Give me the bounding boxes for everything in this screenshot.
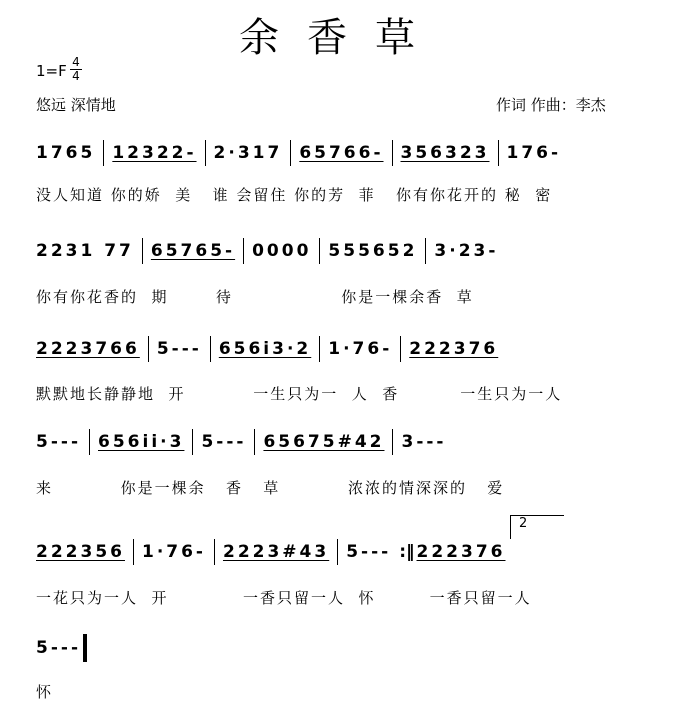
note-group: 2223#43 xyxy=(222,542,330,562)
barline xyxy=(392,429,393,455)
barline xyxy=(425,238,426,264)
note-group: 176- xyxy=(506,143,562,163)
barline xyxy=(392,140,393,166)
barline xyxy=(148,336,149,362)
final-barline xyxy=(83,634,87,662)
time-signature-top: 4 xyxy=(72,55,80,69)
notation-line-2 xyxy=(36,236,660,266)
barline xyxy=(254,429,255,455)
barline xyxy=(192,429,193,455)
lyric-line-2: 你有你花香的 期 待 你是一棵余香 草 xyxy=(36,288,474,306)
barline xyxy=(319,336,320,362)
barline xyxy=(243,238,244,264)
note-group: 656ii·3 xyxy=(98,432,185,452)
lyric-line-1: 没人知道 你的娇 美 谁 会留住 你的芳 菲 你有你花开的 秘 密 xyxy=(36,186,553,204)
note-group: 356323 xyxy=(400,143,490,163)
expression-marking: 悠远 深情地 xyxy=(36,96,116,114)
note-group: 2231 77 xyxy=(36,241,134,261)
note-group: 5--- xyxy=(156,339,202,359)
barline xyxy=(142,238,143,264)
time-signature xyxy=(70,56,82,83)
barline xyxy=(337,539,338,565)
note-group: 5--- xyxy=(201,432,247,452)
note-group: 2·317 xyxy=(213,143,283,163)
barline xyxy=(89,429,90,455)
note-row xyxy=(36,138,660,168)
note-group: 555652 xyxy=(328,241,418,261)
notation-line-4 xyxy=(36,427,660,457)
volta-bracket: 2 xyxy=(510,515,564,539)
note-row xyxy=(36,633,660,663)
repeat-barline: :‖ xyxy=(399,542,415,562)
note-group: 65766- xyxy=(299,143,384,163)
note-group: 5--- xyxy=(36,432,81,452)
note-group: 65765- xyxy=(150,241,236,261)
barline xyxy=(214,539,215,565)
note-group: 1765 xyxy=(36,143,96,163)
barline xyxy=(498,140,499,166)
note-group: 1·76- xyxy=(328,339,393,359)
note-row xyxy=(36,334,660,364)
barline xyxy=(205,140,206,166)
note-row xyxy=(36,537,660,567)
lyric-line-4: 来 你是一棵余 香 草 浓浓的情深深的 爱 xyxy=(36,479,505,497)
note-group: 5--- xyxy=(36,638,81,658)
lyric-line-5: 一花只为一人 开 一香只留一人 怀 一香只留一人 xyxy=(36,589,532,607)
note-group: 3--- xyxy=(401,432,447,452)
lyric-line-6: 怀 xyxy=(36,683,54,701)
note-group: 12322- xyxy=(112,143,197,163)
notation-line-3 xyxy=(36,334,660,364)
note-group: 222356 xyxy=(36,542,125,562)
time-signature-bottom: 4 xyxy=(70,69,82,83)
barline xyxy=(290,140,291,166)
barline xyxy=(400,336,401,362)
barline xyxy=(319,238,320,264)
note-group: 5--- xyxy=(346,542,392,562)
note-group: 222376 xyxy=(416,542,506,562)
credits: 作词 作曲：李杰 xyxy=(496,96,606,114)
note-group: 656i3·2 xyxy=(218,339,312,359)
note-group: 0000 xyxy=(252,241,312,261)
song-title: 余香草 xyxy=(239,15,443,61)
note-group: 2223766 xyxy=(36,339,140,359)
barline xyxy=(133,539,134,565)
notation-line-6 xyxy=(36,633,660,663)
key-signature: 1=F xyxy=(36,62,67,80)
note-group: 3·23- xyxy=(434,241,499,261)
notation-line-1 xyxy=(36,138,660,168)
lyric-line-3: 默默地长静静地 开 一生只为一 人 香 一生只为一人 xyxy=(36,385,563,403)
note-group: 1·76- xyxy=(141,542,206,562)
barline xyxy=(210,336,211,362)
note-row xyxy=(36,427,660,457)
note-group: 222376 xyxy=(409,339,499,359)
note-group: 65675#42 xyxy=(263,432,385,452)
barline xyxy=(103,140,104,166)
note-row xyxy=(36,236,660,266)
notation-line-5 xyxy=(36,537,660,567)
